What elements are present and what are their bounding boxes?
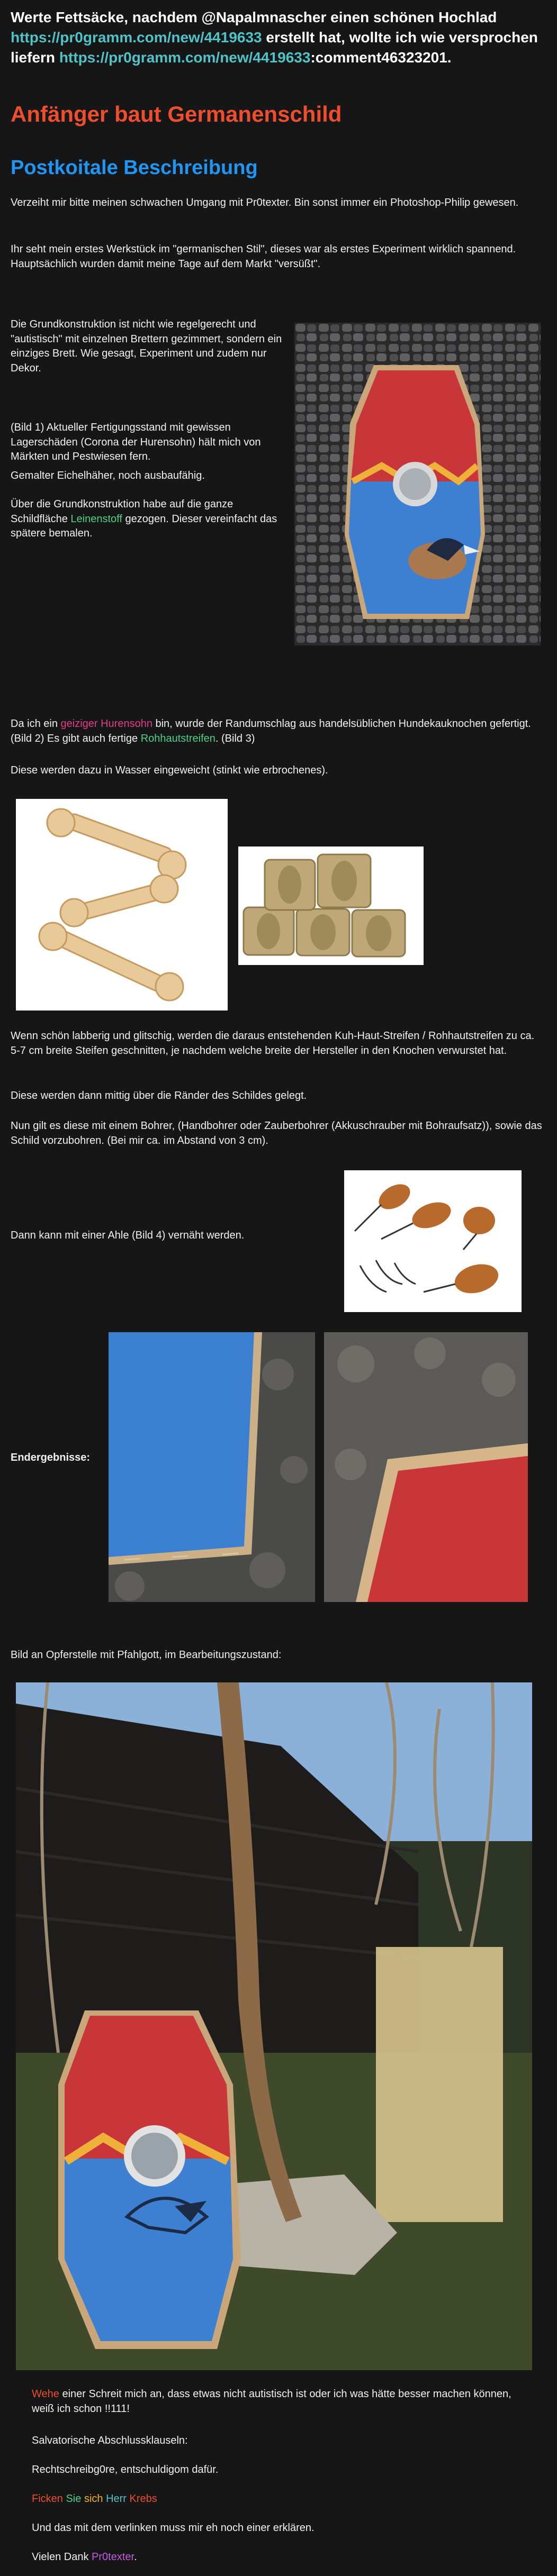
rim-link-geiziger[interactable]: geiziger Hurensohn	[60, 718, 152, 730]
outro-word-sich[interactable]: sich	[84, 2493, 103, 2505]
outro-paragraph-6	[32, 2550, 529, 2565]
results-label: Endergebnisse:	[11, 1452, 91, 1463]
rim-text-c: bin, wurde der Randumschlag aus handelsüblichen Hundekauknochen gefertigt.(Bild 2) Es gibt auch fertige	[11, 718, 531, 744]
rim-paragraph-4: Diese werden dann mittig über die Ränder des Schildes gelegt.	[11, 1090, 307, 1102]
awl-tools-photo-bild-4	[344, 1170, 522, 1312]
construction-paragraph-2: (Bild 1) Aktueller Fertigungsstand mit gewissen Lagerschäden (Corona der Hurensohn) hält mich von Märkten und Pestwiesen fern.	[11, 422, 261, 463]
outro-period: .	[134, 2551, 137, 2563]
outro-word-sie[interactable]: Sie	[66, 2493, 82, 2505]
outro-paragraph-2: Salvatorische Abschlussklauseln:	[32, 2435, 188, 2446]
dog-chew-photo-bild-2	[16, 799, 228, 1011]
header-mid: erstellt hat, wollte ich wie versprochen liefern	[11, 29, 538, 66]
header-link-1[interactable]: https://pr0gramm.com/new/4419633	[11, 29, 262, 46]
intro-paragraph-2: Ihr seht mein erstes Werkstück im "germanischen Stil", dieses war als erstes Experiment wirklich spannend. Hauptsächlich wurden damit meine Tage auf dem Markt "versüßt".	[11, 243, 516, 270]
shield-at-offering-place-photo	[16, 1682, 532, 2370]
header-text	[11, 7, 551, 68]
construction-text-a: Über die Grundkonstruktion habe auf die ganze Schildfläche	[11, 498, 233, 525]
header-link-2[interactable]: https://pr0gramm.com/new/4419633	[59, 49, 311, 66]
outro-paragraph-5: Und das mit dem verlinken muss mir eh noch einer erklären.	[32, 2522, 315, 2534]
rim-paragraph-1	[11, 717, 545, 746]
shield-photo-bild-1	[294, 323, 541, 645]
outro-word-ficken[interactable]: Ficken	[32, 2493, 63, 2505]
result-photo-right	[324, 1332, 528, 1602]
construction-paragraph-4	[11, 497, 286, 541]
construction-linen-link[interactable]: Leinenstoff	[70, 513, 122, 525]
offering-caption: Bild an Opferstelle mit Pfahlgott, im Bearbeitungszustand:	[11, 1649, 282, 1661]
rim-link-rohhautstreifen[interactable]: Rohhautstreifen	[140, 732, 215, 744]
result-photo-left	[109, 1332, 315, 1602]
outro-paragraph-3: Rechtschreibg0re, entschuldigom dafür.	[32, 2464, 219, 2475]
rim-text-a: Da ich ein	[11, 718, 61, 730]
rawhide-rolls-photo-bild-3	[238, 846, 424, 965]
rim-text-e: . (Bild 3)	[215, 732, 255, 744]
rim-paragraph-3: Wenn schön labberig und glitschig, werden die daraus entstehenden Kuh-Haut-Streifen / Rohhautstreifen zu ca. 5-7 cm breite Steifen geschnitten, je nachdem welche breite der Hersteller in den Knochen verwurstet hat.	[11, 1030, 535, 1057]
header-tail: :comment46323201.	[310, 49, 452, 66]
page-title: Anfänger baut Germanenschild	[11, 102, 342, 126]
outro-protexter-link[interactable]: Pr0texter	[92, 2551, 134, 2563]
intro-paragraph-1: Verzeiht mir bitte meinen schwachen Umgang mit Pr0texter. Bin sonst immer ein Photoshop-Philip gewesen.	[11, 197, 519, 208]
outro-thanks: Vielen Dank	[32, 2551, 92, 2563]
header-greeting: Werte Fettsäcke, nachdem @Napalmnascher einen schönen Hochlad	[11, 9, 497, 25]
page-subtitle: Postkoitale Beschreibung	[11, 157, 258, 179]
construction-paragraph-3: Gemalter Eichelhäher, noch ausbaufähig.	[11, 470, 205, 481]
outro-text-1: einer Schreit mich an, dass etwas nicht autistisch ist oder ich was hätte besser machen können, weiß ich schon !!111!	[32, 2388, 511, 2415]
outro-wehe[interactable]: Wehe	[32, 2388, 59, 2400]
construction-paragraph-1: Die Grundkonstruktion ist nicht wie regelgerecht und "autistisch" mit einzelnen Brettern gezimmert, sondern ein einziges Brett. Wie gesagt, Experiment und zudem nur Dekor.	[11, 318, 282, 374]
outro-paragraph-4	[32, 2492, 529, 2507]
outro-word-herr[interactable]: Herr	[106, 2493, 127, 2505]
rim-paragraph-6: Dann kann mit einer Ahle (Bild 4) vernäht werden.	[11, 1230, 245, 1241]
rim-paragraph-2: Diese werden dazu in Wasser eingeweicht (stinkt wie erbrochenes).	[11, 764, 328, 776]
rim-paragraph-5: Nun gilt es diese mit einem Bohrer, (Handbohrer oder Zauberbohrer (Akkuschrauber mit Bohraufsatz)), sowie das Schild vorzubohren. (Bei mir ca. im Abstand von 3 cm).	[11, 1120, 542, 1146]
outro-paragraph-1	[32, 2387, 529, 2416]
outro-word-krebs[interactable]: Krebs	[129, 2493, 157, 2505]
construction-text-c: gezogen. Dieser vereinfacht das spätere bemalen.	[11, 513, 277, 540]
